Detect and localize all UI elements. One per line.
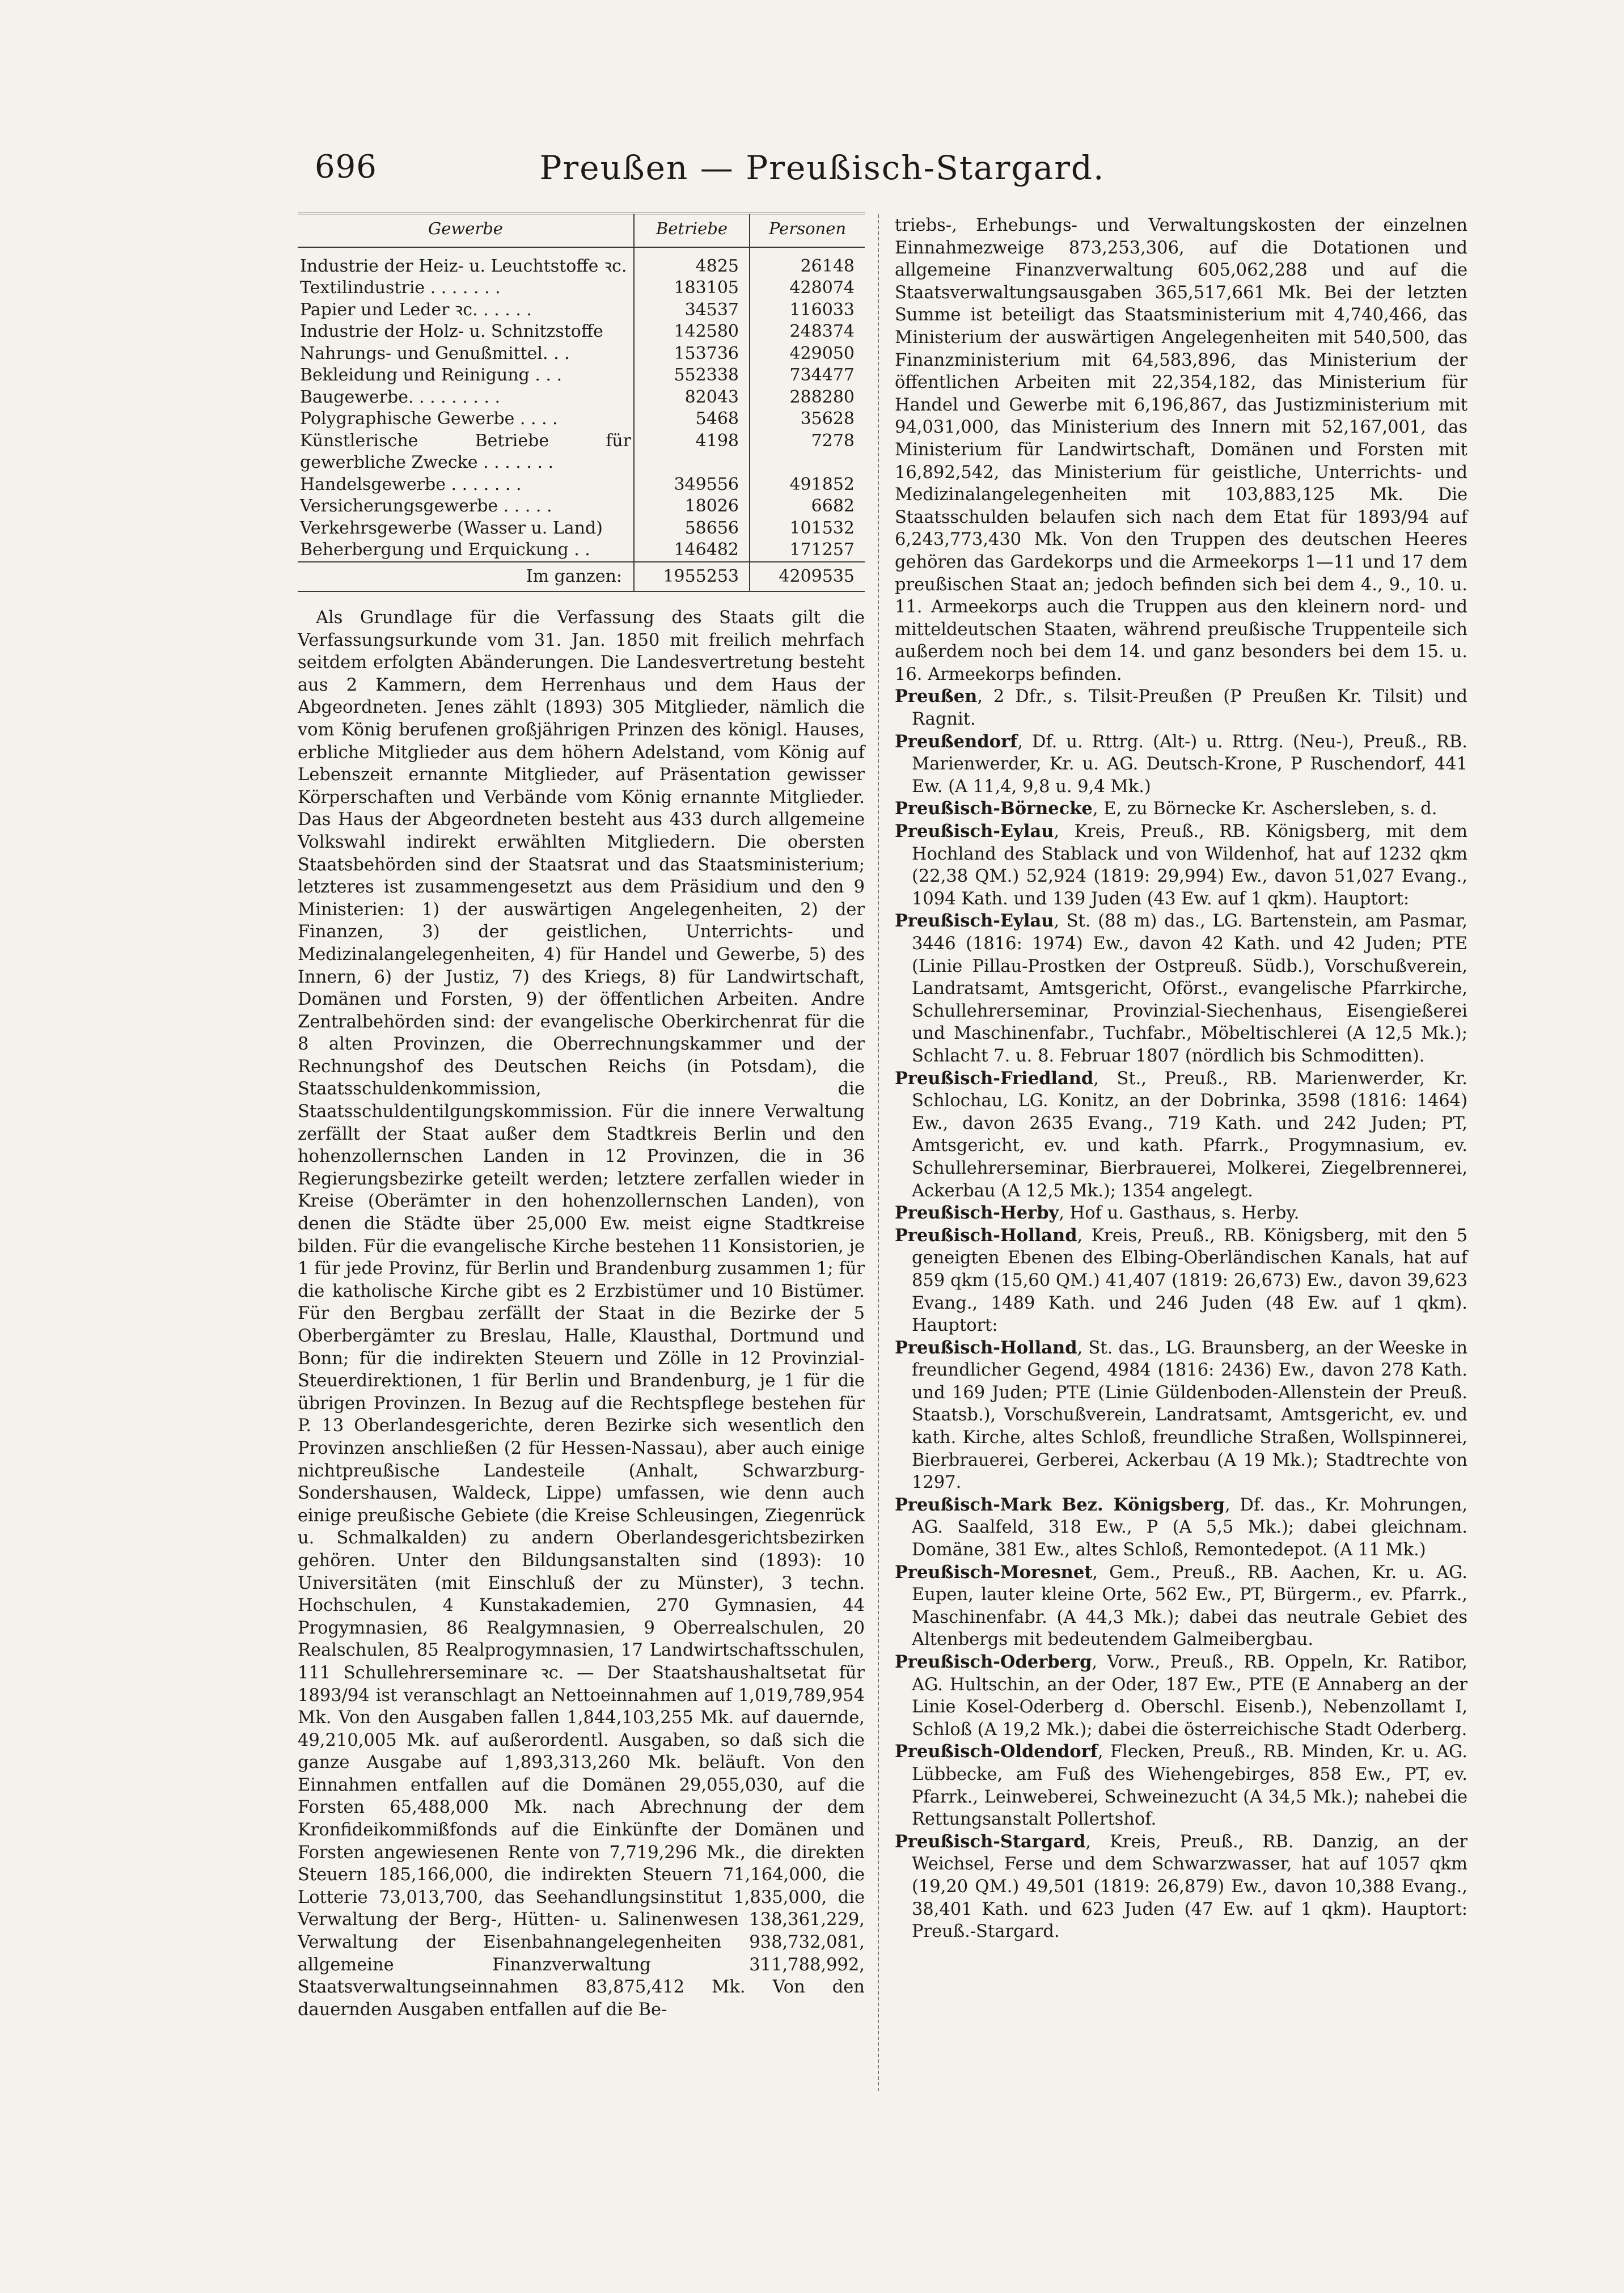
persons-count: 116033	[750, 299, 865, 321]
lexicon-entry: Preußisch-Herby, Hof u. Gasthaus, s. Herby.	[895, 1203, 1300, 1224]
entry-headword: Preußisch-Moresnet	[895, 1562, 1093, 1583]
table-row	[298, 474, 865, 496]
establishments-count: 552338	[634, 365, 750, 387]
column-header: Betriebe	[634, 214, 750, 247]
entry-headword: Preußisch-Holland	[895, 1225, 1077, 1246]
trade-category: Industrie der Holz- u. Schnitzstoffe	[300, 321, 603, 341]
table-header-row	[298, 214, 865, 247]
entry-headword: Preußisch-Börnecke	[895, 798, 1093, 819]
establishments-count: 4825	[634, 247, 750, 278]
persons-count: 26148	[750, 247, 865, 278]
left-column	[298, 213, 865, 2021]
entry-headword: Preußisch-Eylau	[895, 911, 1054, 932]
trade-category: Industrie der Heiz- u. Leuchtstoffe ꝛc.	[300, 256, 627, 276]
column-header: Personen	[750, 214, 865, 247]
trade-statistics-table	[298, 213, 865, 592]
persons-count: 288280	[750, 387, 865, 409]
persons-count: 101532	[750, 518, 865, 540]
total-label: Im ganzen:	[298, 562, 634, 592]
persons-count: 248374	[750, 321, 865, 343]
page-header	[315, 149, 1330, 194]
lexicon-entry: Preußisch-Moresnet, Gem., Preuß., RB. Aachen, Kr. u. AG. Eupen, lauter kleine Orte, 562 Ew., PT, Bürgerm., ev. Pfarrk., Maschinenfabr. (A 44,3 Mk.); dabei das neutrale Gebiet des Altenbergs mit bedeutendem Galmeibergbau.	[895, 1562, 1467, 1650]
entry-headword: Preußisch-Mark Bez. Königsberg	[895, 1494, 1225, 1515]
trade-category: Nahrungs- und Genußmittel. . .	[300, 343, 570, 363]
establishments-count: 146482	[634, 539, 750, 562]
entry-headword: Preußendorf	[895, 731, 1018, 752]
persons-count: 429050	[750, 343, 865, 365]
lexicon-entry: Preußisch-Oderberg, Vorw., Preuß., RB. Oppeln, Kr. Ratibor, AG. Hultschin, an der Oder, 187 Ew., PTE (E Annaberg an der Linie Kosel-Oderberg d. Oberschl. Eisenb.), Nebenzollamt I, Schloß (A 19,2 Mk.); dabei die österreichische Stadt Oderberg.	[895, 1652, 1467, 1740]
table-body	[298, 247, 865, 592]
table-total-row	[298, 562, 865, 592]
persons-count: 428074	[750, 277, 865, 299]
table-row	[298, 387, 865, 409]
establishments-count: 153736	[634, 343, 750, 365]
trade-category: Verkehrsgewerbe (Wasser u. Land)	[300, 518, 603, 538]
lexicon-entry: Preußisch-Eylau, St. (88 m) das., LG. Bartenstein, am Pasmar, 3446 (1816: 1974) Ew., davon 42 Kath. und 42 Juden; PTE (Linie Pillau-Prostken der Ostpreuß. Südb.), Vorschußverein, Landratsamt, Amtsgericht, Oförst., evangelische Pfarrkirche, Schullehrerseminar, Provinzial-Siechenhaus, Eisengießerei und Maschinenfabr., Tuchfabr., Möbeltischlerei (A 12,5 Mk.); Schlacht 7. u. 8. Februar 1807 (nördlich bis Schmoditten).	[895, 911, 1467, 1066]
persons-count: 171257	[750, 539, 865, 562]
establishments-count: 349556	[634, 474, 750, 496]
total-value: 4209535	[750, 562, 865, 592]
table-row	[298, 299, 865, 321]
table-row	[298, 365, 865, 387]
trade-category: Versicherungsgewerbe . . . . .	[300, 496, 552, 516]
trade-category: Textilindustrie . . . . . . .	[300, 278, 501, 298]
table-row	[298, 247, 865, 278]
persons-count: 491852	[750, 474, 865, 496]
establishments-count: 58656	[634, 518, 750, 540]
establishments-count: 18026	[634, 496, 750, 518]
column-divider	[878, 214, 879, 2091]
establishments-count: 34537	[634, 299, 750, 321]
trade-category: Baugewerbe. . . . . . . . .	[300, 387, 501, 407]
persons-count: 6682	[750, 496, 865, 518]
entry-headword: Preußisch-Oderberg	[895, 1652, 1092, 1672]
establishments-count: 82043	[634, 387, 750, 409]
total-value: 1955253	[634, 562, 750, 592]
column-header: Gewerbe	[298, 214, 634, 247]
lexicon-entry: Preußisch-Holland, St. das., LG. Braunsberg, an der Weeske in freundlicher Gegend, 4984 (1816: 2436) Ew., davon 278 Kath. und 169 Juden; PTE (Linie Güldenboden-Allenstein der Preuß. Staatsb.), Vorschußverein, Landratsamt, Amtsgericht, ev. und kath. Kirche, altes Schloß, freundliche Straßen, Wollspinnerei, Bierbrauerei, Gerberei, Ackerbau (A 19 Mk.); Stadtrechte von 1297.	[895, 1337, 1467, 1493]
lexicon-entry: Preußisch-Mark Bez. Königsberg, Df. das., Kr. Mohrungen, AG. Saalfeld, 318 Ew., P (A 5,5 Mk.); dabei gleichnam. Domäne, 381 Ew., altes Schloß, Remontedepot. (A 11 Mk.)	[895, 1494, 1467, 1560]
body-paragraph: Als Grundlage für die Verfassung des Staats gilt die Verfassungsurkunde vom 31. Jan. 1850 mit freilich mehrfach seitdem erfolgten Abänderungen. Die Landesvertretung besteht aus 2 Kammern, dem Herrenhaus und dem Haus der Abgeordneten. Jenes zählt (1893) 305 Mitglieder, nämlich die vom König berufenen großjährigen Prinzen des königl. Hauses, erbliche Mitglieder aus dem höhern Adelstand, vom König auf Lebenszeit ernannte Mitglieder, auf Präsentation gewisser Körperschaften und Verbände vom König ernannte Mitglieder. Das Haus der Abgeordneten besteht aus 433 durch allgemeine Volkswahl indirekt erwählten Mitgliedern. Die obersten Staatsbehörden sind der Staatsrat und das Staatsministerium; letzteres ist zusammengesetzt aus dem Präsidium und den 9 Ministerien: 1) der auswärtigen Angelegenheiten, 2) der Finanzen, 3) der geistlichen, Unterrichts- und Medizinalangelegenheiten, 4) für Handel und Gewerbe, 5) des Innern, 6) der Justiz, 7) des Kriegs, 8) für Landwirtschaft, Domänen und Forsten, 9) der öffentlichen Arbeiten. Andre Zentralbehörden sind: der evangelische Oberkirchenrat für die 8 alten Provinzen, die Oberrechnungskammer und der Rechnungshof des Deutschen Reichs (in Potsdam), die Staatsschuldenkommission, die Staatsschuldentilgungskommission. Für die innere Verwaltung zerfällt der Staat außer dem Stadtkreis Berlin und den hohenzollernschen Landen in 12 Provinzen, die in 36 Regierungsbezirke geteilt werden; letztere zerfallen wieder in Kreise (Oberämter in den hohenzollernschen Landen), von denen die Städte über 25,000 Ew. meist eigne Stadtkreise bilden. Für die evangelische Kirche bestehen 11 Konsistorien, je 1 für jede Provinz, für Berlin und Brandenburg zusammen 1; für die katholische Kirche gibt es 2 Erzbistümer und 10 Bistümer. Für den Bergbau zerfällt der Staat in die Bezirke der 5 Oberbergämter zu Breslau, Halle, Klausthal, Dortmund und Bonn; für die indirekten Steuern und Zölle in 12 Provinzial-Steuerdirektionen, 1 für Berlin und Brandenburg, je 1 für die übrigen Provinzen. In Bezug auf die Rechtspflege bestehen für P. 13 Oberlandesgerichte, deren Bezirke sich wesentlich den Provinzen anschließen (2 für Hessen-Nassau), aber auch einige nichtpreußische Landesteile (Anhalt, Schwarzburg-Sondershausen, Waldeck, Lippe) umfassen, wie denn auch einige preußische Gebiete (die Kreise Schleusingen, Ziegenrück u. Schmalkalden) zu andern Oberlandesgerichtsbezirken gehören. Unter den Bildungsanstalten sind (1893): 10 Universitäten (mit Einschluß der zu Münster), 3 techn. Hochschulen, 4 Kunstakademien, 270 Gymnasien, 44 Progymnasien, 86 Realgymnasien, 9 Oberrealschulen, 20 Realschulen, 85 Realprogymnasien, 17 Landwirtschaftsschulen, 111 Schullehrerseminare ꝛc. — Der Staatshaushaltsetat für 1893/94 ist veranschlagt an Nettoeinnahmen auf 1,019,789,954 Mk. Von den Ausgaben fallen 1,844,103,255 Mk. auf dauernde, 49,210,005 Mk. auf außerordentl. Ausgaben, so daß sich die ganze Ausgabe auf 1,893,313,260 Mk. beläuft. Von den Einnahmen entfallen auf die Domänen 29,055,030, auf die Forsten 65,488,000 Mk. nach Abrechnung der dem Kronfideikommißfonds auf die Einkünfte der Domänen und Forsten angewiesenen Rente von 7,719,296 Mk., die direkten Steuern 185,166,000, die indirekten Steuern 71,164,000, die Lotterie 73,013,700, das Seehandlungsinstitut 1,835,000, die Verwaltung der Berg-, Hütten- u. Salinenwesen 138,361,229, Verwaltung der Eisenbahnangelegenheiten 938,732,081, allgemeine Finanzverwaltung 311,788,992, Staatsverwaltungseinnahmen 83,875,412 Mk. Von den dauernden Ausgaben entfallen auf die Be-	[298, 608, 865, 2020]
lexicon-entry: Preußisch-Friedland, St., Preuß., RB. Marienwerder, Kr. Schlochau, LG. Konitz, an der Dobrinka, 3598 (1816: 1464) Ew., davon 2635 Evang., 719 Kath. und 242 Juden; PT, Amtsgericht, ev. und kath. Pfarrk., Progymnasium, ev. Schullehrerseminar, Bierbrauerei, Molkerei, Ziegelbrennerei, Ackerbau (A 12,5 Mk.); 1354 angelegt.	[895, 1068, 1467, 1201]
right-column	[895, 214, 1467, 1943]
trade-category: Handelsgewerbe . . . . . . .	[300, 474, 522, 494]
establishments-count: 183105	[634, 277, 750, 299]
trade-category: Beherbergung und Erquickung . .	[300, 540, 590, 560]
table-row	[298, 343, 865, 365]
persons-count: 734477	[750, 365, 865, 387]
table-row	[298, 408, 865, 430]
page-number: 696	[315, 149, 377, 185]
persons-count: 35628	[750, 408, 865, 430]
entry-headword: Preußisch-Stargard	[895, 1831, 1086, 1852]
trade-category: Bekleidung und Reinigung . . .	[300, 365, 563, 385]
running-title: Preußen — Preußisch-Stargard.	[539, 149, 1105, 187]
establishments-count: 4198	[634, 430, 750, 474]
table-row	[298, 430, 865, 474]
establishments-count: 5468	[634, 408, 750, 430]
lexicon-entry: Preußisch-Stargard, Kreis, Preuß., RB. Danzig, an der Weichsel, Ferse und dem Schwarzwasser, hat auf 1057 qkm (19,20 QM.) 49,501 (1819: 26,879) Ew., davon 10,388 Evang., 38,401 Kath. und 623 Juden (47 Ew. auf 1 qkm). Hauptort: Preuß.-Stargard.	[895, 1831, 1467, 1942]
lexicon-entry: Preußisch-Holland, Kreis, Preuß., RB. Königsberg, mit den 5 geneigten Ebenen des Elbing-Oberländischen Kanals, hat auf 859 qkm (15,60 QM.) 41,407 (1819: 26,673) Ew., davon 39,623 Evang., 1489 Kath. und 246 Juden (48 Ew. auf 1 qkm). Hauptort:	[895, 1225, 1467, 1336]
lexicon-entry: Preußen, 2 Dfr., s. Tilsit-Preußen (P Preußen Kr. Tilsit) und Ragnit.	[895, 686, 1467, 730]
table-row	[298, 496, 865, 518]
lexicon-entry: Preußisch-Oldendorf, Flecken, Preuß., RB. Minden, Kr. u. AG. Lübbecke, am Fuß des Wiehengebirges, 858 Ew., PT, ev. Pfarrk., Leinweberei, Schweinezucht (A 34,5 Mk.); nahebei die Rettungsanstalt Pollertshof.	[895, 1741, 1467, 1830]
lexicon-entry: Preußisch-Börnecke, E, zu Börnecke Kr. Aschersleben, s. d.	[895, 798, 1437, 819]
lexicon-entry: Preußendorf, Df. u. Rttrg. (Alt-) u. Rttrg. (Neu-), Preuß., RB. Marienwerder, Kr. u. AG. Deutsch-Krone, P Ruschendorf, 441 Ew. (A 11,4, 9,8 u. 9,4 Mk.)	[895, 731, 1467, 797]
trade-category: Polygraphische Gewerbe . . . .	[300, 409, 558, 429]
table-row	[298, 539, 865, 562]
table-row	[298, 277, 865, 299]
lexicon-entry: Preußisch-Eylau, Kreis, Preuß., RB. Königsberg, mit dem Hochland des Stablack und von Wildenhof, hat auf 1232 qkm (22,38 QM.) 52,924 (1819: 29,994) Ew., davon 51,027 Evang., 1094 Kath. und 139 Juden (43 Ew. auf 1 qkm). Hauptort:	[895, 821, 1467, 909]
establishments-count: 142580	[634, 321, 750, 343]
entry-headword: Preußisch-Holland	[895, 1337, 1077, 1358]
entry-headword: Preußen	[895, 686, 978, 707]
trade-category: Künstlerische Betriebe für gewerbliche Zwecke . . . . . . .	[300, 430, 631, 472]
continued-paragraph: triebs-, Erhebungs- und Verwaltungskosten der einzelnen Einnahmezweige 873,253,306, auf die Dotationen und allgemeine Finanzverwaltung 605,062,288 und auf die Staatsverwaltungsausgaben 365,517,661 Mk. Bei der letzten Summe ist beteiligt das Staatsministerium mit 4,740,466, das Ministerium der auswärtigen Angelegenheiten mit 540,500, das Finanzministerium mit 64,583,896, das Ministerium der öffentlichen Arbeiten mit 22,354,182, das Ministerium für Handel und Gewerbe mit 6,196,867, das Justizministerium mit 94,031,000, das Ministerium des Innern mit 52,167,001, das Ministerium für Landwirtschaft, Domänen und Forsten mit 16,892,542, das Ministerium für geistliche, Unterrichts- und Medizinalangelegenheiten mit 103,883,125 Mk. Die Staatsschulden belaufen sich nach dem Etat für 1893/94 auf 6,243,773,430 Mk. Von den Truppen des deutschen Heeres gehören das Gardekorps und die Armeekorps 1—11 und 17 dem preußischen Staat an; jedoch befinden sich bei dem 4., 9., 10. u. 11. Armeekorps auch die Truppen aus den kleinern nord- und mitteldeutschen Staaten, während preußische Truppenteile sich außerdem noch bei dem 14. und ganz besonders bei dem 15. u. 16. Armeekorps befinden.	[895, 215, 1467, 684]
entry-headword: Preußisch-Friedland	[895, 1068, 1094, 1089]
table-row	[298, 321, 865, 343]
entry-headword: Preußisch-Oldendorf	[895, 1741, 1098, 1762]
entry-headword: Preußisch-Eylau	[895, 821, 1054, 842]
entry-headword: Preußisch-Herby	[895, 1203, 1059, 1224]
persons-count: 7278	[750, 430, 865, 474]
trade-category: Papier und Leder ꝛc. . . . . .	[300, 299, 532, 320]
table-row	[298, 518, 865, 540]
